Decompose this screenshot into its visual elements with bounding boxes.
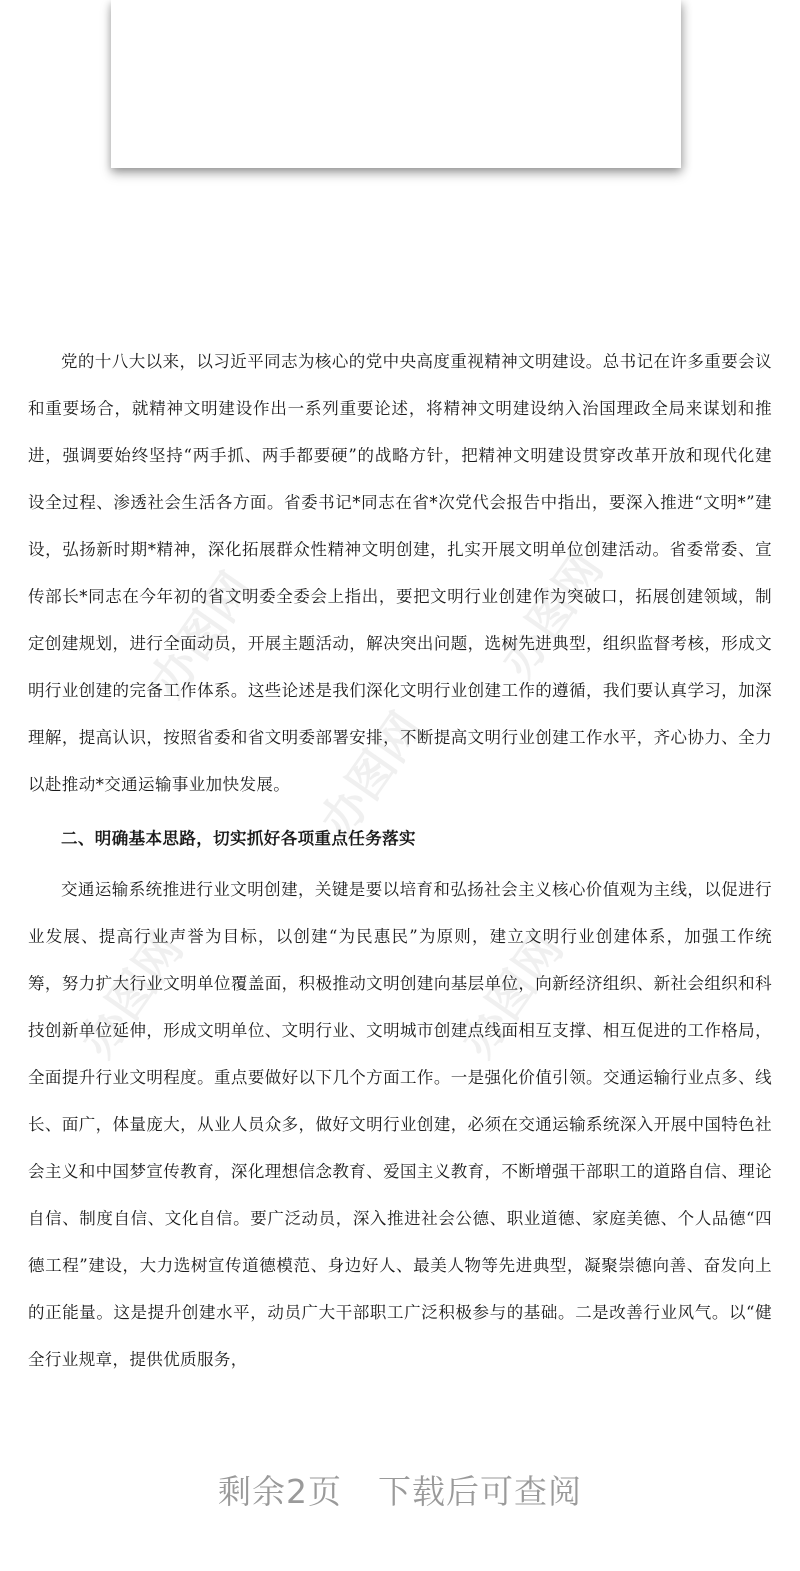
remaining-pages-notice[interactable] — [0, 1466, 800, 1513]
watermark: 办图网 — [139, 562, 264, 707]
paragraph: 党的十八大以来，以习近平同志为核心的党中央高度重视精神文明建设。总书记在许多重要会议和重要场合，就精神文明建设作出一系列重要论述，将精神文明建设纳入治国理政全局来谋划和推进，强调要始终坚持“两手抓、两手都要硬”的战略方针，把精神文明建设贯穿改革开放和现代化建设全过程、渗透社会生活各方面。省委书记*同志在省*次党代会报告中指出，要深入推进“文明*”建设，弘扬新时期*精神，深化拓展群众性精神文明创建，扎实开展文明单位创建活动。省委常委、宣传部长*同志在今年初的省文明委全委会上指出，要把文明行业创建作为突破口，拓展创建领域，制定创建规划，进行全面动员，开展主题活动，解决突出问题，选树先进典型，组织监督考核，形成文明行业创建的完备工作体系。这些论述是我们深化文明行业创建工作的遵循，我们要认真学习，加深理解，提高认识，按照省委和省文明委部署安排，不断提高文明行业创建工作水平，齐心协力、全力以赴推动*交通运输事业加快发展。 — [28, 352, 772, 794]
section-heading: 二、明确基本思路，切实抓好各项重点任务落实 — [61, 829, 416, 848]
document-body — [28, 338, 772, 1383]
paragraph: 交通运输系统推进行业文明创建，关键是要以培育和弘扬社会主义核心价值观为主线，以促进行业发展、提高行业声誉为目标，以创建“为民惠民”为原则，建立文明行业创建体系，加强工作统筹，努力扩大行业文明单位覆盖面，积极推动文明创建向基层单位，向新经济组织、新社会组织和科技创新单位延伸，形成文明单位、文明行业、文明城市创建点线面相互支撑、相互促进的工作格局，全面提升行业文明程度。重点要做好以下几个方面工作。一是强化价值引领。交通运输行业点多、线长、面广，体量庞大，从业人员众多，做好文明行业创建，必须在交通运输系统深入开展中国特色社会主义和中国梦宣传教育，深化理想信念教育、爱国主义教育，不断增强干部职工的道路自信、理论自信、制度自信、文化自信。要广泛动员，深入推进社会公德、职业道德、家庭美德、个人品德“四德工程”建设，大力选树宣传道德模范、身边好人、最美人物等先进典型，凝聚崇德向善、奋发向上的正能量。这是提升创建水平，动员广大干部职工广泛积极参与的基础。二是改善行业风气。以“健全行业规章，提供优质服务， — [28, 880, 772, 1369]
watermark: 办图网 — [449, 922, 574, 1067]
watermark: 办图网 — [309, 702, 434, 847]
watermark: 办图网 — [69, 922, 194, 1067]
download-hint-label: 下载后可查阅 — [378, 1472, 582, 1511]
previous-page-preview — [111, 0, 681, 168]
remaining-pages-label: 剩余2页 — [218, 1472, 342, 1511]
watermark: 办图网 — [489, 542, 614, 687]
